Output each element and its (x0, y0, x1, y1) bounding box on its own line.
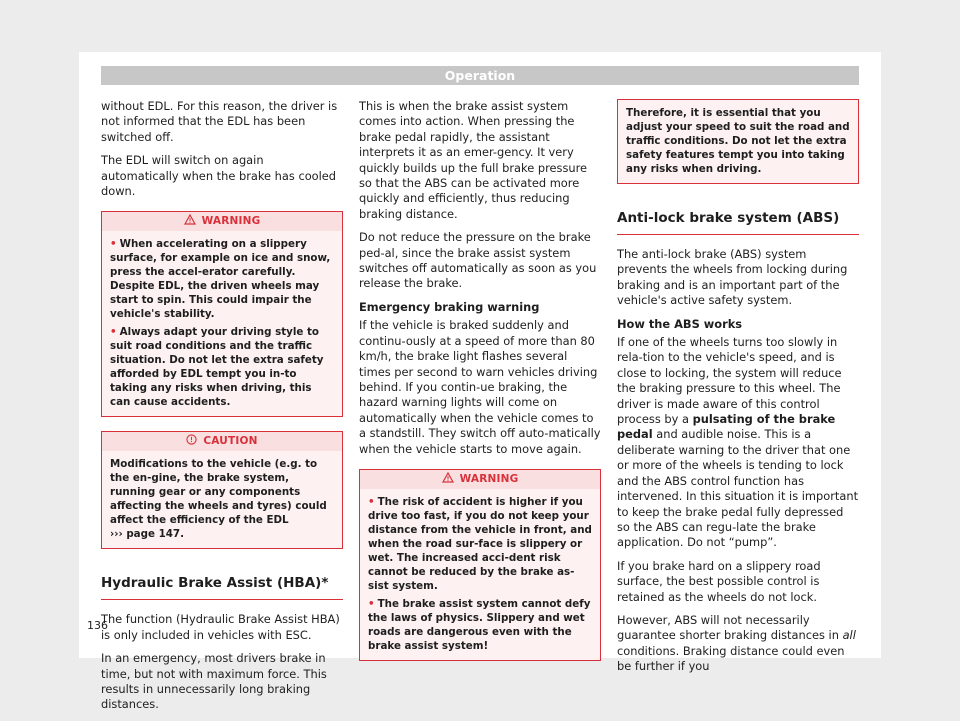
caution-circle-icon (186, 433, 197, 452)
warning-box (359, 469, 601, 661)
section-title-hba: Hydraulic Brake Assist (HBA)* (101, 575, 343, 600)
caution-label: CAUTION (203, 435, 258, 448)
paragraph: If you brake hard on a slippery road surface, the best possible control is retained as the wheels do not lock. (617, 558, 821, 604)
warning-triangle-icon (442, 471, 454, 490)
column-middle (359, 99, 601, 671)
page-number: 136 (87, 619, 108, 632)
warning-item: • The brake assist system cannot defy the laws of physics. Slippery and wet roads are dangerous even with the brake assist system! (368, 597, 591, 652)
bullet-icon: • (368, 495, 375, 508)
subheading: Emergency braking warning (359, 299, 540, 314)
warning-triangle-icon (184, 213, 196, 232)
paragraph: without EDL. For this reason, the driver is not informed that the EDL has been switched off. (101, 99, 338, 144)
bullet-icon: • (368, 597, 375, 610)
column-right (617, 99, 859, 683)
paragraph: In an emergency, most drivers brake in time, but not with maximum force. This results in unnecessarily long braking distances. (101, 651, 327, 712)
emphasis-text: pulsating of the brake pedal (617, 412, 836, 442)
bullet-icon: • (110, 238, 117, 251)
page-header: Operation (101, 66, 859, 85)
page-reference-link[interactable]: ››› page 147. (110, 528, 184, 541)
caution-header (102, 432, 342, 451)
paragraph: The anti-lock brake (ABS) system prevents the wheels from locking during braking and is an important part of the vehicle's active safety system. (617, 247, 848, 308)
warning-continuation-box (617, 99, 859, 184)
column-left (101, 99, 343, 721)
bullet-icon: • (110, 326, 117, 339)
warning-label: WARNING (459, 472, 519, 485)
paragraph: If one of the wheels turns too slowly in rela-tion to the vehicle's speed, and is close to locking, the system will reduce the braking pressure to this wheel. The driver is made aware of this control process by a pulsating of the brake pedal and audible noise. This is a deliberate warning to the driver that one or more of the wheels is tending to lock and the ABS control function has intervened. In this situation it is important to keep the brake pedal fully depressed so the ABS can regu-late the brake application. Do not “pump”. (617, 335, 859, 550)
warning-item: • Always adapt your driving style to suit road conditions and the traffic situation. Do not let the extra safety afforded by EDL tempt you in-to taking any risks when driving, this can cause accidents. (110, 326, 324, 409)
warning-label: WARNING (201, 215, 261, 228)
warning-continuation-text: Therefore, it is essential that you adjust your speed to suit the road and traffic conditions. Do not let the extra safety features tempt you into taking any risks when driving. (618, 100, 858, 183)
italic-text: all (842, 628, 856, 643)
warning-header (360, 470, 600, 489)
paragraph: The function (Hydraulic Brake Assist HBA) is only included in vehicles with ESC. (101, 612, 340, 642)
paragraph: However, ABS will not necessarily guarantee shorter braking distances in all conditions. Braking distance could even be further if you (617, 612, 856, 674)
caution-box (101, 431, 343, 549)
paragraph: The EDL will switch on again automatically when the brake has cooled down. (101, 153, 337, 199)
subheading: How the ABS works (617, 316, 743, 331)
warning-header (102, 212, 342, 231)
paragraph: Do not reduce the pressure on the brake ped-al, since the brake assist system switches off automatically as soon as you release the brake. (359, 230, 597, 291)
caution-text: Modifications to the vehicle (e.g. to the en-gine, the brake system, running gear or any components affecting the wheels and tyres) could affect the efficiency of the EDL (110, 458, 327, 527)
paragraph: If the vehicle is braked suddenly and continu-ously at a speed of more than 80 km/h, the brake light flashes several times per second to warn vehicles driving behind. If you contin-ue braking, the hazard warning lights will come on automatically when the vehicle comes to a standstill. They switch off auto-matically when the vehicle starts to move again. (359, 318, 601, 456)
warning-item: • When accelerating on a slippery surface, for example on ice and snow, press the accel-erator carefully. Despite EDL, the driven wheels may start to spin. This could impair the vehicle's stability. (110, 238, 331, 321)
warning-item: • The risk of accident is higher if you drive too fast, if you do not keep your distance from the vehicle in front, and when the road sur-face is slippery or wet. The increased acci-dent risk cannot be reduced by the brake as-sist system. (368, 495, 592, 592)
warning-box (101, 211, 343, 417)
paragraph: This is when the brake assist system comes into action. When pressing the brake pedal rapidly, the assistant interprets it as an emer-gency. It very quickly builds up the full brake pressure so that the ABS can be activated more quickly and efficiently, thus reducing braking distance. (359, 99, 588, 221)
section-title-abs: Anti-lock brake system (ABS) (617, 210, 859, 235)
